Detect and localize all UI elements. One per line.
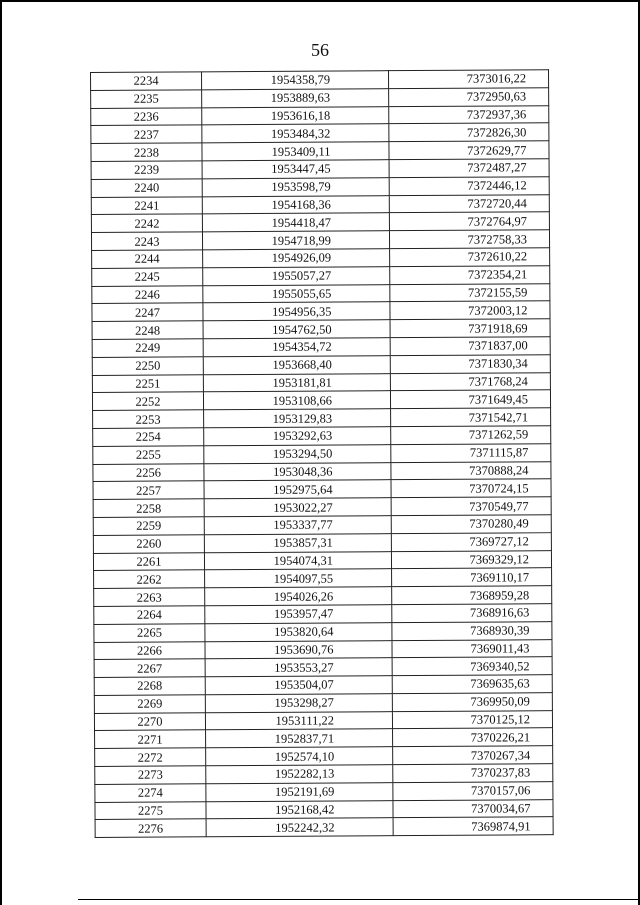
point-number-cell: 2264: [94, 606, 205, 624]
y-coordinate-cell: 7371768,24: [390, 372, 550, 391]
x-coordinate-cell: 1953553,27: [205, 658, 392, 677]
point-number-cell: 2251: [92, 374, 203, 392]
y-coordinate-cell: 7369727,12: [391, 532, 551, 551]
point-number-cell: 2243: [91, 232, 202, 250]
point-number-cell: 2255: [93, 446, 204, 464]
point-number-cell: 2244: [92, 250, 203, 268]
y-coordinate-cell: 7370724,15: [391, 479, 551, 498]
point-number-cell: 2266: [94, 641, 205, 659]
x-coordinate-cell: 1955055,65: [203, 284, 390, 303]
x-coordinate-cell: 1953298,27: [205, 694, 392, 713]
point-number-cell: 2263: [94, 588, 205, 606]
x-coordinate-cell: 1953889,63: [202, 88, 389, 107]
y-coordinate-cell: 7370125,12: [392, 710, 552, 729]
point-number-cell: 2245: [92, 268, 203, 286]
x-coordinate-cell: 1953598,79: [202, 177, 389, 196]
x-coordinate-cell: 1952975,64: [204, 480, 391, 499]
point-number-cell: 2248: [92, 321, 203, 339]
x-coordinate-cell: 1953857,31: [204, 533, 391, 552]
x-coordinate-cell: 1953108,66: [203, 391, 390, 410]
point-number-cell: 2249: [92, 339, 203, 357]
y-coordinate-cell: 7368930,39: [392, 621, 552, 640]
y-coordinate-cell: 7369110,17: [392, 568, 552, 587]
point-number-cell: 2254: [93, 428, 204, 446]
x-coordinate-cell: 1954762,50: [203, 320, 390, 339]
point-number-cell: 2275: [95, 801, 206, 819]
y-coordinate-cell: 7369340,52: [392, 657, 552, 676]
y-coordinate-cell: 7370549,77: [391, 497, 551, 516]
table-row: [95, 817, 553, 838]
x-coordinate-cell: 1953820,64: [205, 622, 392, 641]
x-coordinate-cell: 1953337,77: [204, 516, 391, 535]
x-coordinate-cell: 1954026,26: [205, 587, 392, 606]
x-coordinate-cell: 1953294,50: [204, 444, 391, 463]
point-number-cell: 2236: [91, 107, 202, 125]
y-coordinate-cell: 7372826,30: [389, 123, 549, 142]
scan-bottom-line: [78, 899, 640, 900]
point-number-cell: 2234: [91, 72, 202, 90]
y-coordinate-cell: 7370157,06: [393, 782, 553, 801]
x-coordinate-cell: 1954956,35: [203, 302, 390, 321]
x-coordinate-cell: 1953957,47: [205, 605, 392, 624]
x-coordinate-cell: 1953111,22: [205, 711, 392, 730]
y-coordinate-cell: 7373016,22: [388, 70, 548, 89]
y-coordinate-cell: 7371649,45: [390, 390, 550, 409]
x-coordinate-cell: 1953181,81: [203, 373, 390, 392]
coordinates-table-wrapper: [90, 69, 554, 838]
x-coordinate-cell: 1953292,63: [204, 427, 391, 446]
point-number-cell: 2256: [93, 463, 204, 481]
x-coordinate-cell: 1953668,40: [203, 355, 390, 374]
x-coordinate-cell: 1953484,32: [202, 124, 389, 143]
y-coordinate-cell: 7370226,21: [393, 728, 553, 747]
y-coordinate-cell: 7372487,27: [389, 159, 549, 178]
x-coordinate-cell: 1953690,76: [205, 640, 392, 659]
x-coordinate-cell: 1954168,36: [202, 195, 389, 214]
y-coordinate-cell: 7368916,63: [392, 604, 552, 623]
point-number-cell: 2252: [92, 392, 203, 410]
y-coordinate-cell: 7369329,12: [391, 550, 551, 569]
x-coordinate-cell: 1952282,13: [206, 765, 393, 784]
point-number-cell: 2272: [95, 748, 206, 766]
x-coordinate-cell: 1952168,42: [206, 800, 393, 819]
y-coordinate-cell: 7372758,33: [389, 230, 549, 249]
page-number: 56: [311, 40, 329, 60]
y-coordinate-cell: 7372950,63: [389, 87, 549, 106]
x-coordinate-cell: 1954074,31: [204, 551, 391, 570]
x-coordinate-cell: 1954718,99: [202, 231, 389, 250]
point-number-cell: 2261: [93, 552, 204, 570]
y-coordinate-cell: 7372764,97: [389, 212, 549, 231]
y-coordinate-cell: 7370237,83: [393, 764, 553, 783]
point-number-cell: 2265: [94, 624, 205, 642]
point-number-cell: 2238: [91, 143, 202, 161]
y-coordinate-cell: 7372629,77: [389, 141, 549, 160]
point-number-cell: 2257: [93, 481, 204, 499]
point-number-cell: 2237: [91, 125, 202, 143]
x-coordinate-cell: 1953504,07: [205, 676, 392, 695]
point-number-cell: 2241: [91, 196, 202, 214]
scan-border-top: [0, 0, 640, 2]
x-coordinate-cell: 1954097,55: [205, 569, 392, 588]
point-number-cell: 2267: [94, 659, 205, 677]
point-number-cell: 2260: [93, 535, 204, 553]
y-coordinate-cell: 7372446,12: [389, 176, 549, 195]
y-coordinate-cell: 7372003,12: [390, 301, 550, 320]
x-coordinate-cell: 1954354,72: [203, 338, 390, 357]
point-number-cell: 2262: [94, 570, 205, 588]
coordinates-table-body: [91, 70, 554, 838]
x-coordinate-cell: 1952574,10: [206, 747, 393, 766]
y-coordinate-cell: 7370888,24: [391, 461, 551, 480]
y-coordinate-cell: 7370267,34: [393, 746, 553, 765]
x-coordinate-cell: 1954358,79: [202, 71, 389, 90]
point-number-cell: 2250: [92, 357, 203, 375]
y-coordinate-cell: 7371918,69: [390, 319, 550, 338]
x-coordinate-cell: 1953447,45: [202, 160, 389, 179]
x-coordinate-cell: 1954926,09: [203, 249, 390, 268]
y-coordinate-cell: 7369635,63: [392, 675, 552, 694]
x-coordinate-cell: 1952191,69: [206, 783, 393, 802]
point-number-cell: 2258: [93, 499, 204, 517]
y-coordinate-cell: 7369950,09: [392, 693, 552, 712]
point-number-cell: 2242: [91, 214, 202, 232]
y-coordinate-cell: 7371837,00: [390, 337, 550, 356]
point-number-cell: 2274: [95, 784, 206, 802]
point-number-cell: 2271: [95, 730, 206, 748]
point-number-cell: 2247: [92, 303, 203, 321]
x-coordinate-cell: 1953616,18: [202, 106, 389, 125]
y-coordinate-cell: 7370034,67: [393, 799, 553, 818]
point-number-cell: 2269: [94, 695, 205, 713]
y-coordinate-cell: 7368959,28: [392, 586, 552, 605]
y-coordinate-cell: 7372610,22: [390, 248, 550, 267]
point-number-cell: 2276: [95, 819, 206, 837]
x-coordinate-cell: 1952837,71: [206, 729, 393, 748]
x-coordinate-cell: 1952242,32: [206, 818, 393, 837]
y-coordinate-cell: 7372720,44: [389, 194, 549, 213]
y-coordinate-cell: 7369874,91: [393, 817, 553, 836]
y-coordinate-cell: 7371830,34: [390, 354, 550, 373]
point-number-cell: 2270: [94, 712, 205, 730]
point-number-cell: 2240: [91, 179, 202, 197]
y-coordinate-cell: 7372354,21: [390, 265, 550, 284]
x-coordinate-cell: 1953409,11: [202, 142, 389, 161]
y-coordinate-cell: 7371115,87: [391, 443, 551, 462]
x-coordinate-cell: 1955057,27: [203, 266, 390, 285]
point-number-cell: 2268: [94, 677, 205, 695]
point-number-cell: 2239: [91, 161, 202, 179]
x-coordinate-cell: 1953129,83: [204, 409, 391, 428]
point-number-cell: 2253: [93, 410, 204, 428]
scan-border-left: [0, 0, 2, 905]
point-number-cell: 2246: [92, 285, 203, 303]
y-coordinate-cell: 7370280,49: [391, 515, 551, 534]
y-coordinate-cell: 7369011,43: [392, 639, 552, 658]
y-coordinate-cell: 7372155,59: [390, 283, 550, 302]
coordinates-table: [90, 69, 554, 838]
x-coordinate-cell: 1953022,27: [204, 498, 391, 517]
point-number-cell: 2259: [93, 517, 204, 535]
x-coordinate-cell: 1954418,47: [202, 213, 389, 232]
point-number-cell: 2273: [95, 766, 206, 784]
y-coordinate-cell: 7371542,71: [391, 408, 551, 427]
x-coordinate-cell: 1953048,36: [204, 462, 391, 481]
y-coordinate-cell: 7372937,36: [389, 105, 549, 124]
y-coordinate-cell: 7371262,59: [391, 426, 551, 445]
point-number-cell: 2235: [91, 90, 202, 108]
